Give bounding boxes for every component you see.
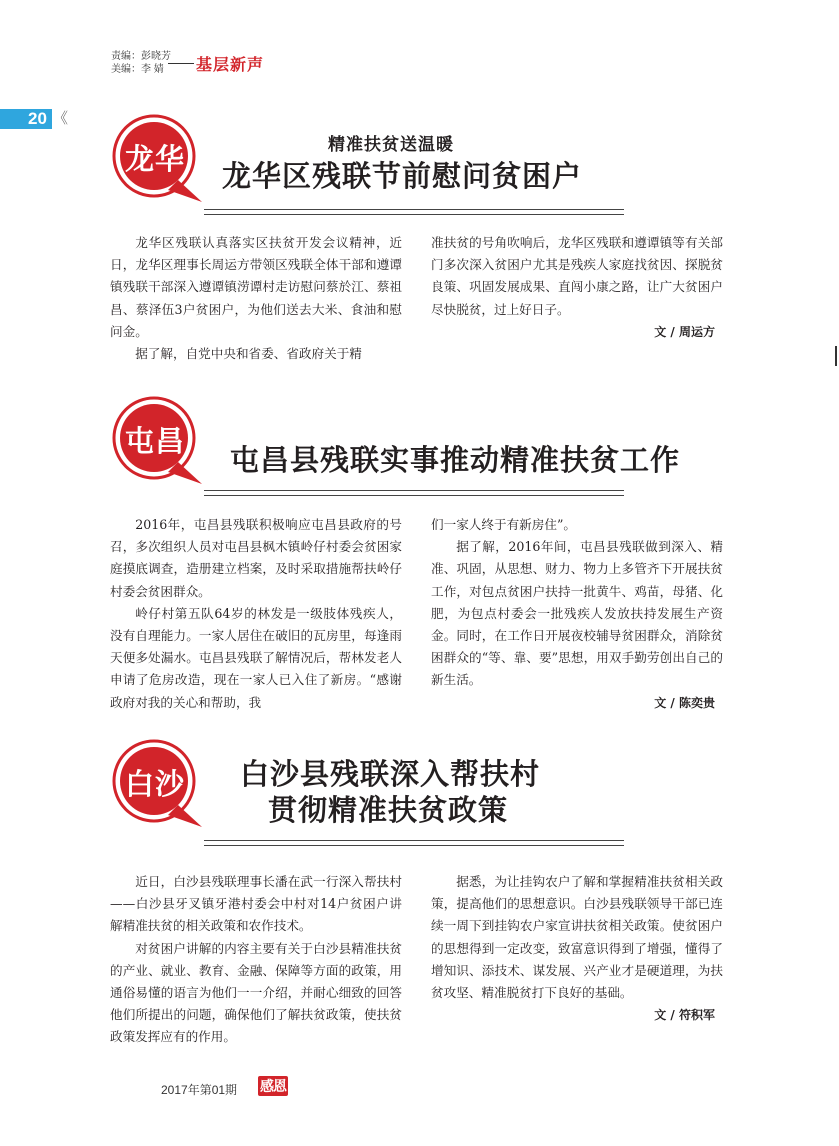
- article-left-column: [110, 232, 402, 365]
- bubble-label: 屯昌: [124, 424, 185, 458]
- article-right-column: [431, 871, 723, 1026]
- paragraph: 据了解，2016年间，屯昌县残联做到深入、精准、巩固，从思想、财力、物力上多管齐下开展扶贫工作，对包点贫困户扶持一批黄牛、鸡苗，母猪、化肥，为包点村委会一批残疾人发放扶持发展生产资金。同时，在工作日开展夜校辅导贫困群众，消除贫困群众的“等、靠、要”思想，用双手勤劳创出自己的新生活。: [431, 539, 723, 688]
- article-title: 白沙县残联深入帮扶村: [240, 757, 541, 791]
- article-left-column: [110, 871, 402, 1049]
- magazine-logo: 感恩: [258, 1076, 288, 1096]
- editor-credits: [111, 50, 171, 76]
- continued-text: 们一家人终于有新房住”。: [431, 517, 576, 532]
- paragraph: 2016年，屯昌县残联积极响应屯昌县政府的号召，多次组织人员对屯昌县枫木镇岭仔村委会贫困家庭摸底调查，造册建立档案，及时采取措施帮扶岭仔村委会贫困群众。: [110, 517, 402, 599]
- page-edge-mark: [835, 346, 837, 366]
- article-right-column: [431, 514, 723, 714]
- bubble-label: 白沙: [124, 767, 185, 801]
- byline: 文 / 陈奕贵: [654, 695, 715, 710]
- article-left-column: [110, 514, 402, 714]
- article-kicker: 精准扶贫送温暖: [328, 135, 454, 155]
- page-chevron-icon: 《: [53, 110, 69, 127]
- issue-number: 2017年第01期: [161, 1083, 238, 1097]
- paragraph: 近日，白沙县残联理事长潘在武一行深入帮扶村——白沙县牙叉镇牙港村委会中村对14户贫困户讲解精准扶贫的相关政策和农作技术。: [110, 874, 402, 934]
- bubble-label: 龙华: [124, 142, 185, 176]
- paragraph: 岭仔村第五队64岁的林发是一级肢体残疾人，没有自理能力。一家人居住在破旧的瓦房里，每逢雨天便多处漏水。屯昌县残联了解情况后，帮林发老人申请了危房改造，现在一家人已入住了新房。“感谢政府对我的关心和帮助，我: [110, 605, 402, 710]
- header-dash: [168, 63, 194, 64]
- section-name: 基层新声: [196, 55, 265, 74]
- editor-line: 责编：彭晓芳: [111, 51, 171, 62]
- paragraph: 龙华区残联认真落实区扶贫开发会议精神，近日，龙华区理事长周运方带领区残联全体干部和遵谭镇残联干部深入遵谭镇涝谭村走访慰问蔡於江、蔡祖昌、蔡泽伍3户贫困户，为他们送去大米、食油和慰问金。: [110, 235, 402, 339]
- byline: 文 / 符积军: [654, 1008, 715, 1023]
- article-title: 屯昌县残联实事推动精准扶贫工作: [230, 443, 681, 477]
- article-title-line2: 贯彻精准扶贫政策: [268, 793, 509, 827]
- byline: 文 / 周运方: [654, 324, 715, 339]
- title-rule: [204, 840, 624, 846]
- paragraph: 对贫困户讲解的内容主要有关于白沙县精准扶贫的产业、就业、教育、金融、保障等方面的政策，用通俗易懂的语言为他们一一介绍，并耐心细致的回答他们所提出的问题，确保他们了解扶贫政策，使扶贫政策发挥应有的作用。: [110, 940, 402, 1045]
- article-right-column: [431, 232, 723, 343]
- article-title: 龙华区残联节前慰问贫困户: [222, 159, 583, 193]
- page-number: 20: [28, 109, 47, 128]
- paragraph: 据了解，自党中央和省委、省政府关于精: [135, 346, 362, 362]
- title-rule: [204, 490, 624, 496]
- continued-text: 准扶贫的号角吹响后，龙华区残联和遵谭镇等有关部门多次深入贫困户尤其是残疾人家庭找贫因、探脱贫良策、巩固发展成果、直闯小康之路，让广大贫困户尽快脱贫，过上好日子。: [431, 235, 723, 317]
- designer-line: 美编：李 婧: [111, 64, 164, 75]
- paragraph: 据悉，为让挂钩农户了解和掌握精准扶贫相关政策，提高他们的思想意识。白沙县残联领导干部已连续一周下到挂钩农户家宣讲扶贫相关政策。使贫困户的思想得到一定改变，致富意识得到了增强，懂得了增知识、添技术、谋发展、兴产业才是硬道理，为扶贫攻坚、精准脱贫打下良好的基础。: [431, 874, 723, 1001]
- title-rule: [204, 209, 624, 215]
